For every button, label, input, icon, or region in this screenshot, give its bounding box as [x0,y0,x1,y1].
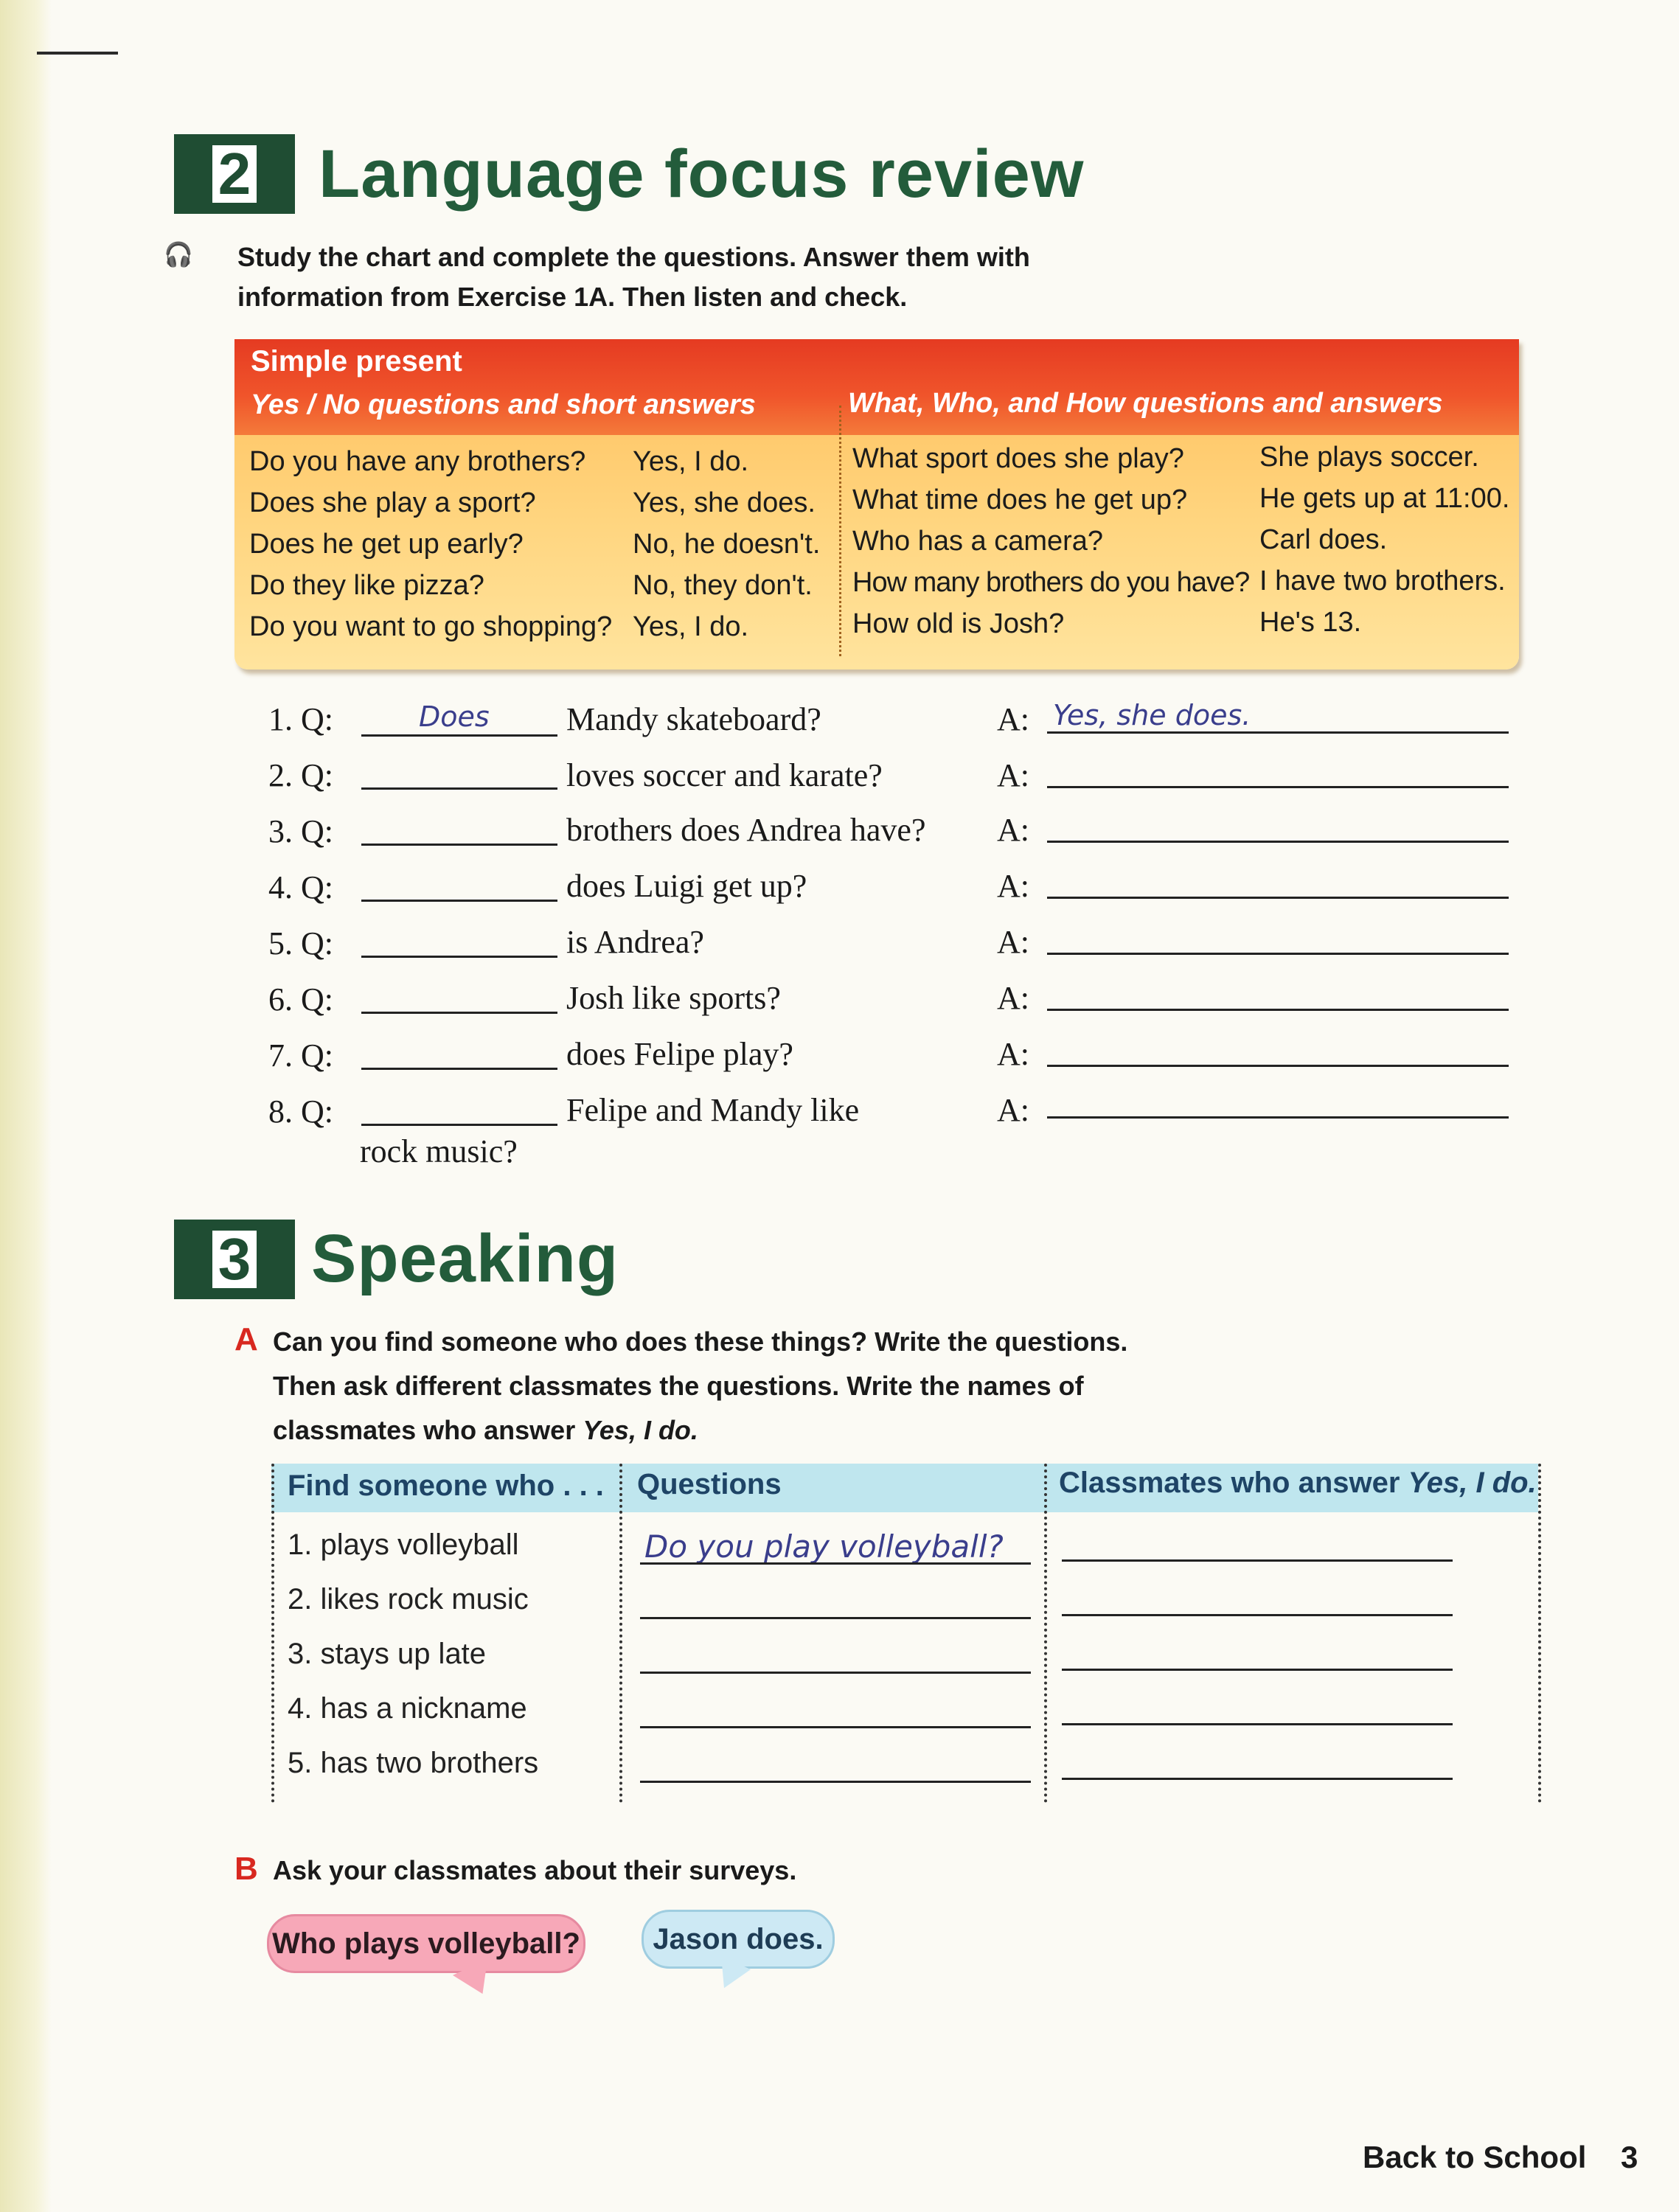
exercise-item [268,1037,333,1074]
col3-italic: Yes, I do. [1408,1467,1537,1499]
survey-item: 2. likes rock music [288,1583,529,1615]
survey-item: 5. has two brothers [288,1747,539,1779]
q-label: Q: [301,813,333,849]
section-3-number: 3 [212,1231,257,1288]
item-number: 5. [268,925,293,961]
question-blank[interactable] [361,1124,557,1126]
item-rest: does Luigi get up? [566,868,807,904]
classmate-line[interactable] [1062,1669,1453,1671]
item-rest: Felipe and Mandy like [566,1092,860,1128]
chart-right-q: How old is Josh? [852,608,1065,639]
chart-right-q: What sport does she play? [852,443,1184,474]
chart-left-a: No, they don't. [633,570,813,601]
item-number: 4. [268,869,293,905]
chart-left-a: Yes, she does. [633,487,816,518]
handwritten-answer: Yes, she does. [1053,699,1251,731]
answer-blank[interactable] [1047,953,1509,955]
question-blank[interactable] [361,1068,557,1070]
a-line-1: Can you find someone who does these things? Write the questions. [273,1326,1128,1357]
instruction-line-2: information from Exercise 1A. Then listen and check. [237,282,908,312]
q-label: Q: [301,925,333,961]
answer-blank[interactable] [1047,786,1509,788]
chart-right-a: Carl does. [1259,524,1388,555]
exercise-a-instructions [273,1320,1127,1453]
a-label: A: [997,812,1029,848]
exercise-item [268,757,333,794]
item-number: 8. [268,1093,293,1130]
question-blank[interactable] [361,1012,557,1014]
chart-left-q: Do you have any brothers? [249,446,586,477]
question-line[interactable] [640,1781,1031,1783]
item-number: 7. [268,1037,293,1074]
question-blank[interactable] [361,787,557,790]
col-header-questions: Questions [637,1468,782,1500]
item-rest: Mandy skateboard? [566,701,821,737]
q-label: Q: [301,1037,333,1074]
exercise-b-instructions: Ask your classmates about their surveys. [273,1855,797,1885]
speech-bubble-question: Who plays volleyball? [267,1914,585,1973]
a-line-3 [273,1408,1127,1453]
chart-left-a: Yes, I do. [633,611,749,642]
chart-left-header: Yes / No questions and short answers [251,389,756,420]
exercise-item [268,813,333,850]
exercise-item [268,700,333,738]
a-label: A: [997,1092,1029,1128]
q-label: Q: [301,1093,333,1130]
a-label: A: [997,924,1029,960]
section-2-instructions [237,237,1030,317]
question-blank[interactable] [361,956,557,958]
handwritten-question: Do you play volleyball? [644,1528,1004,1565]
question-line[interactable] [640,1726,1031,1728]
section-2-number-box [174,134,295,214]
section-2-title: Language focus review [319,136,1085,212]
survey-item: 3. stays up late [288,1638,487,1670]
a-label: A: [997,868,1029,904]
classmate-line[interactable] [1062,1559,1453,1562]
exercise-b-letter: B [234,1851,258,1887]
a-label: A: [997,980,1029,1016]
item-number: 3. [268,813,293,849]
page-number: 3 [1621,2140,1638,2174]
item-rest: loves soccer and karate? [566,757,883,793]
section-2-number: 2 [212,145,257,203]
handwritten-answer: Does [419,700,490,733]
chart-right-a: I have two brothers. [1259,566,1506,597]
a-line-3-prefix: classmates who answer [273,1415,576,1445]
a-label: A: [997,757,1029,793]
classmate-line[interactable] [1062,1778,1453,1780]
page-edge-shadow [0,0,52,2212]
classmate-line[interactable] [1062,1614,1453,1616]
answer-blank[interactable] [1047,1116,1509,1119]
exercise-a-letter: A [234,1321,258,1357]
table-divider [619,1464,622,1803]
item-rest: is Andrea? [566,924,704,960]
chart-right-q: How many brothers do you have? [852,567,1250,598]
question-line[interactable] [640,1617,1031,1619]
survey-item: 4. has a nickname [288,1692,527,1725]
question-line[interactable] [640,1562,1031,1565]
q-label: Q: [301,869,333,905]
item-rest: does Felipe play? [566,1036,793,1072]
footer-unit-title: Back to School [1363,2140,1587,2174]
item-number: 6. [268,981,293,1018]
answer-blank[interactable] [1047,731,1509,734]
chart-left-q: Do you want to go shopping? [249,611,613,642]
q-label: Q: [301,701,333,737]
chart-right-q: What time does he get up? [852,484,1188,515]
col-header-classmates [1059,1467,1537,1500]
a-label: A: [997,1036,1029,1072]
question-blank[interactable] [361,900,557,902]
question-blank[interactable] [361,844,557,846]
speech-bubble-answer: Jason does. [642,1910,835,1969]
col3-prefix: Classmates who answer [1059,1467,1400,1499]
chart-left-a: Yes, I do. [633,446,749,477]
chart-left-q: Does he get up early? [249,529,524,560]
headphones-icon[interactable]: 🎧 [164,241,193,268]
chart-right-q: Who has a camera? [852,526,1104,557]
item-number: 2. [268,757,293,793]
item-rest: brothers does Andrea have? [566,812,926,848]
chart-right-a: She plays soccer. [1259,442,1479,473]
table-divider [1044,1464,1047,1803]
grammar-chart [234,339,1519,669]
chart-right-a: He's 13. [1259,607,1362,638]
q-label: Q: [301,757,333,793]
chart-left-q: Does she play a sport? [249,487,536,518]
item-rest: Josh like sports? [566,980,781,1016]
section-3-title: Speaking [311,1221,619,1296]
answer-blank[interactable] [1047,897,1509,899]
top-rule [37,52,118,55]
instruction-line-1: Study the chart and complete the questions. Answer them with [237,242,1030,272]
exercise-item [268,1093,333,1130]
q-label: Q: [301,981,333,1018]
survey-item: 1. plays volleyball [288,1528,519,1561]
question-line[interactable] [640,1672,1031,1674]
a-label: A: [997,701,1029,737]
col-header-find: Find someone who . . . [288,1470,604,1502]
item-8-continuation: rock music? [360,1133,518,1169]
exercise-item [268,981,333,1018]
answer-blank[interactable] [1047,841,1509,843]
section-3-number-box [174,1220,295,1299]
a-line-2: Then ask different classmates the questions. Write the names of [273,1371,1084,1401]
survey-table [271,1464,1543,1803]
chart-left-q: Do they like pizza? [249,570,484,601]
chart-divider [839,406,841,656]
answer-blank[interactable] [1047,1009,1509,1011]
question-blank[interactable] [361,734,557,737]
exercise-item [268,869,333,906]
chart-title: Simple present [251,345,462,378]
table-divider [1538,1464,1541,1803]
table-divider [271,1464,274,1803]
a-line-3-italic: Yes, I do. [583,1415,698,1445]
chart-left-a: No, he doesn't. [633,529,821,560]
classmate-line[interactable] [1062,1723,1453,1725]
exercise-item [268,925,333,962]
chart-right-header: What, Who, and How questions and answers [848,388,1443,419]
item-number: 1. [268,701,293,737]
answer-blank[interactable] [1047,1065,1509,1067]
chart-right-a: He gets up at 11:00. [1259,483,1510,514]
